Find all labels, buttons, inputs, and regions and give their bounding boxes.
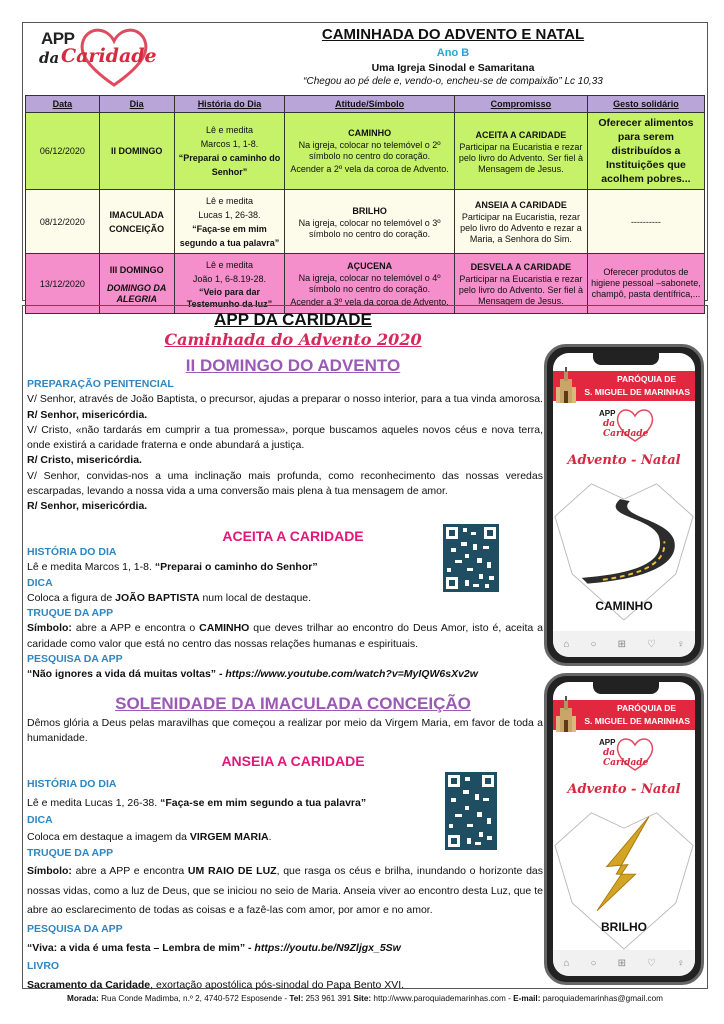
section2-trick: TRUQUE DA APP Símbolo: abre a APP e encontra UM RAIO DE LUZ, que rasga os céus e brilha, inundando o horizonte das nossas vidas, como a luz de Deus, que se iniciou no seio de Maria. Anseia viver ao encontro desta Luz, que te abre ao esclarecimento de todas as coisas e a fazê-las com amor, por amor e no amor. PESQUISA DA APP “Viva: a vida é uma festa – Lembra de mim” - https://youtu.be/N9Zljgx_5Sw LIVRO Sacramento da Caridade, exortação apostólica pós-sinodal do Papa Bento XVI. [27, 847, 543, 991]
table-header-row [26, 96, 705, 113]
app-logo: APP da Caridade [35, 25, 155, 91]
subheading-aceita: ACEITA A CARIDADE [222, 528, 364, 544]
quote: “Chegou ao pé dele e, vendo-o, encheu-se de compaixão” Lc 10,33 [303, 76, 603, 87]
home-icon[interactable]: ⌂ [563, 957, 570, 969]
table-row [26, 113, 705, 190]
tagline: Uma Igreja Sinodal e Samaritana [371, 62, 535, 74]
col-header: Atitude/Símbolo [285, 96, 455, 113]
section2-intro: Dêmos glória a Deus pelas maravilhas que começou a realizar por meio da Virgem Maria, em favor de toda a humanidade. [27, 717, 543, 745]
page-title: CAMINHADA DO ADVENTO E NATAL [321, 26, 585, 43]
qr-code[interactable] [445, 772, 497, 850]
schedule-table [25, 95, 705, 314]
day-cell: II DOMINGO [99, 113, 174, 190]
symbol-cell: BRILHO Na igreja, colocar no telemóvel o 3º símbolo no centro do coração. [285, 190, 455, 254]
site-link[interactable]: http://www.paroquiademarinhas.com - [371, 994, 514, 1003]
story-cell: Lê e medita Lucas 1, 26-38. “Faça-se em mim segundo a tua palavra” [174, 190, 285, 254]
parish-banner: PARÓQUIA DE S. MIGUEL DE MARINHAS [553, 371, 695, 401]
bottom-nav [553, 631, 695, 657]
gesture-cell: ---------- [587, 190, 704, 254]
col-header: Dia [99, 96, 174, 113]
commitment-cell: DESVELA A CARIDADE Participar na Eucaristia e rezar pelo livro do Advento. Ser fiel à Mensagem de Jesus. [454, 254, 587, 314]
main-content-box [22, 305, 708, 989]
subheading-anseia: ANSEIA A CARIDADE [221, 753, 365, 769]
advent-script-title: Caminhada do Advento 2020 [164, 330, 422, 349]
heart-icon[interactable]: ♡ [646, 638, 656, 650]
schedule-header-box [22, 22, 708, 309]
add-icon[interactable]: ⊞ [617, 957, 626, 969]
col-header: Data [26, 96, 100, 113]
phone-mockup-caminho [544, 344, 704, 666]
home-icon[interactable]: ⌂ [563, 638, 570, 650]
add-icon[interactable]: ⊞ [617, 638, 626, 650]
table-row [26, 190, 705, 254]
phone-mockup-brilho [544, 673, 704, 985]
bulb-icon[interactable]: ♀ [676, 957, 685, 969]
day-cell: III DOMINGO DOMINGO DA ALEGRIA [99, 254, 174, 314]
symbol-label: CAMINHO [595, 599, 653, 613]
footer-contact: Morada: Rua Conde Madimba, n.º 2, 4740-572 Esposende - Tel: 253 961 391 Site: http://www.paroquiademarinhas.com - E-mail: paroquiademarinhas@gmail.com [67, 994, 663, 1003]
heart-icon[interactable]: ♡ [646, 957, 656, 969]
search-icon[interactable]: ○ [590, 957, 597, 969]
app-logo: APP da Caridade [599, 407, 659, 443]
section2-details: HISTÓRIA DO DIA Lê e medita Lucas 1, 26-38. “Faça-se em mim segundo a tua palavra” DICA Coloca em destaque a imagem da VIRGEM MARIA. [27, 778, 367, 844]
date-cell: 13/12/2020 [26, 254, 100, 314]
day-cell: IMACULADA CONCEIÇÃO [99, 190, 174, 254]
symbol-cell: CAMINHO Na igreja, colocar no telemóvel o 2º símbolo no centro do coração. Acender a 2º vela da coroa de Advento. [285, 113, 455, 190]
gesture-cell: Oferecer alimentos para serem distribuídos a Instituições que acolhem pobres... [587, 113, 704, 190]
parish-banner: PARÓQUIA DE S. MIGUEL DE MARINHAS [553, 700, 695, 730]
email-link[interactable]: paroquiademarinhas@gmail.com [540, 994, 663, 1003]
bottom-nav [553, 950, 695, 976]
app-title: APP DA CARIDADE [214, 310, 372, 329]
symbol-cell: AÇUCENA Na igreja, colocar no telemóvel o 4º símbolo no centro do coração. Acender a 3º vela da coroa de Advento. [285, 254, 455, 314]
section1-trick: TRUQUE DA APP Símbolo: abre a APP e encontra o CAMINHO que deves trilhar ao encontro do Deus Amor, isto é, aceita a caridade como valor que está no centro das nossas relações humanas e espirituais. PESQUISA DA APP “Não ignores a vida dá muitas voltas” - https://www.youtube.com/watch?v=MyIQW6sXv2w [27, 607, 543, 681]
qr-code[interactable] [443, 524, 499, 592]
story-cell: Lê e medita Marcos 1, 1-8. “Preparai o caminho do Senhor” [174, 113, 285, 190]
date-cell: 08/12/2020 [26, 190, 100, 254]
app-logo: APP da Caridade [599, 736, 659, 772]
penitential-block: PREPARAÇÃO PENITENCIAL V/ Senhor, através de João Baptista, o precursor, ajudas a preparar o nosso interior, para a tua vinda amorosa. R/ Senhor, misericórdia. V/ Cristo, «não tardarás em cumprir a tua promessa», porque buscamos aqueles novos céus e nova terra, onde existirá a caridade fraterna e onde abundará a justiça. R/ Cristo, misericórdia. V/ Senhor, convidas-nos a uma inclinação mais profunda, como reconhecimento das nossas veredas escarpadas, levando a nossa vida a uma conversão mais plena à tua mensagem de amor. R/ Senhor, misericórdia. [27, 378, 543, 513]
commitment-cell: ACEITA A CARIDADE Participar na Eucaristia e rezar pelo livro do Advento. Ser fiel à Mensagem de Jesus. [454, 113, 587, 190]
youtube-link[interactable]: https://www.youtube.com/watch?v=MyIQW6sXv2w [225, 668, 478, 681]
col-header: História do Dia [174, 96, 285, 113]
section1-details: HISTÓRIA DO DIA Lê e medita Marcos 1, 1-8. “Preparai o caminho do Senhor” DICA Coloca a figura de JOÃO BAPTISTA num local de destaque. [27, 546, 318, 604]
date-cell: 06/12/2020 [26, 113, 100, 190]
church-icon [556, 367, 576, 403]
advent-label: Advento - Natal [567, 453, 681, 468]
advent-label: Advento - Natal [567, 782, 681, 797]
youtube-link[interactable]: https://youtu.be/N9Zljgx_5Sw [254, 941, 401, 954]
year-label: Ano B [436, 47, 470, 59]
church-icon [556, 696, 576, 732]
col-header: Compromisso [454, 96, 587, 113]
section-heading: SOLENIDADE DA IMACULADA CONCEIÇÃO [115, 694, 471, 713]
story-cell: Lê e medita João 1, 6-8.19-28. “Veio para dar Testemunho da luz” [174, 254, 285, 314]
commitment-cell: ANSEIA A CARIDADE Participar na Eucaristia, rezar pelo livro do Advento e rezar a Maria, a Senhora do Sim. [454, 190, 587, 254]
bulb-icon[interactable]: ♀ [676, 638, 685, 650]
search-icon[interactable]: ○ [590, 638, 597, 650]
gesture-cell: Oferecer produtos de higiene pessoal –sabonete, champô, pasta dentífrica,... [587, 254, 704, 314]
symbol-label: BRILHO [601, 920, 647, 934]
col-header: Gesto solidário [587, 96, 704, 113]
section-heading: II DOMINGO DO ADVENTO [185, 356, 401, 375]
